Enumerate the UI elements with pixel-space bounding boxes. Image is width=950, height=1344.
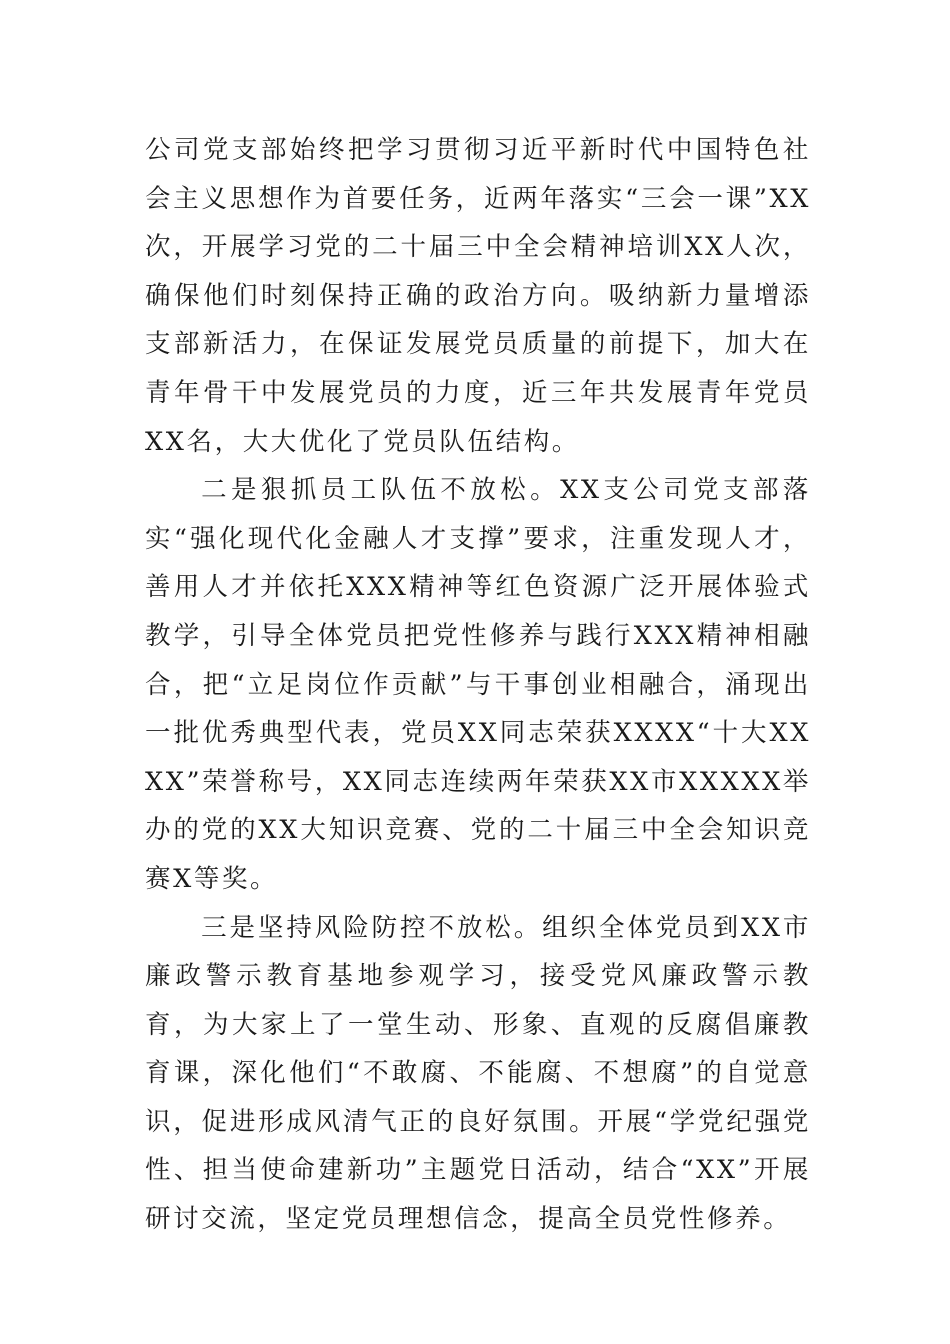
paragraph-continuation: 公司党支部始终把学习贯彻习近平新时代中国特色社会主义思想作为首要任务，近两年落实“三会一课”XX次，开展学习党的二十届三中全会精神培训XX人次，确保他们时刻保持正确的政治方向。吸纳新力量增添支部新活力，在保证发展党员质量的前提下，加大在青年骨干中发展党员的力度，近三年共发展青年党员XX名，大大优化了党员队伍结构。 bbox=[145, 135, 811, 457]
paragraph-staff-team: 二是狠抓员工队伍不放松。XX支公司党支部落实“强化现代化金融人才支撑”要求，注重发现人才，善用人才并依托XXX精神等红色资源广泛开展体验式教学，引导全体党员把党性修养与践行XXX精神相融合，把“立足岗位作贡献”与干事创业相融合，涌现出一批优秀典型代表，党员XX同志荣获XXXX“十大XXXX”荣誉称号，XX同志连续两年荣获XX市XXXXX举办的党的XX大知识竞赛、党的二十届三中全会知识竞赛X等奖。 bbox=[145, 475, 811, 894]
document-body bbox=[145, 126, 811, 1244]
paragraph-risk-control: 三是坚持风险防控不放松。组织全体党员到XX市廉政警示教育基地参观学习，接受党风廉政警示教育，为大家上了一堂生动、形象、直观的反腐倡廉教育课，深化他们“不敢腐、不能腐、不想腐”的自觉意识，促进形成风清气正的良好氛围。开展“学党纪强党性、担当使命建新功”主题党日活动，结合“XX”开展研讨交流，坚定党员理想信念，提高全员党性修养。 bbox=[145, 912, 811, 1235]
